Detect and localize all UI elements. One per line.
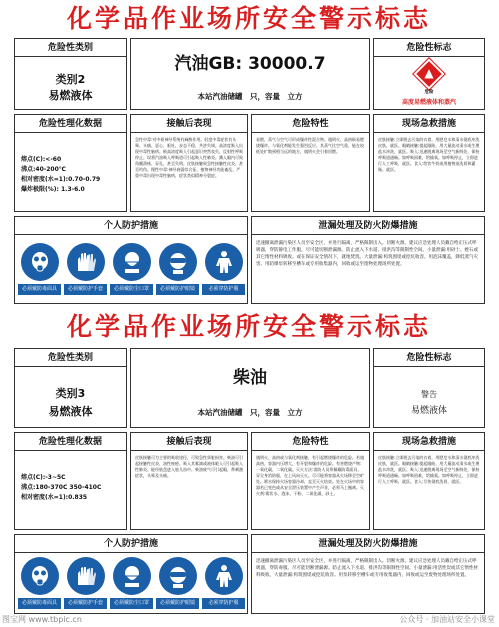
- product-name: 柴油: [233, 368, 267, 388]
- ppe-item: [64, 243, 107, 295]
- protective-suit-icon: [205, 557, 243, 595]
- physchem-line: 爆炸极限(%): 1.3-6.0: [21, 186, 85, 193]
- ppe-header: 个人防护措施: [15, 217, 247, 235]
- ppe-box: [14, 216, 248, 304]
- ppe-item: [18, 557, 61, 609]
- exposure-box: [130, 114, 248, 212]
- warning-sign-header: 危险性标志: [374, 39, 484, 57]
- physchem-data: [15, 151, 106, 199]
- ppe-item: [64, 557, 107, 609]
- storage-note: 本站汽油储罐 只，容量 立方: [197, 92, 303, 101]
- spill-header: 泄漏处理及防火防爆措施: [252, 535, 484, 553]
- physchem-line: 相对密度(水=1):0.835: [21, 494, 88, 501]
- physchem-line: 沸点:180-370C 350-410C: [21, 484, 102, 491]
- physchem-line: 相对密度(水=1):0.70-0.79: [21, 176, 101, 183]
- ppe-label: 必须戴防护手套: [64, 284, 107, 295]
- hazard-props-text: 遇明火、高热或与氧化剂接触，有引起燃烧爆炸的危险。若遇高热，容器内压增大，有开裂和爆炸的危险。有害燃烧产物:一氧化碳、二氧化碳。灭火方法:消防人员须佩戴防毒面具、穿全身消防服，在上风向灭火。尽可能将容器从火场移至空旷处。喷水保持火场容器冷却，直至灭火结束。处在火场中的容器若已变色或从安全泄压装置中产生声音，必须马上撤离。灭火剂:雾状水、泡沫、干粉、二氧化碳、砂土。: [256, 455, 364, 496]
- hazard-class-value-1: 类别2: [55, 73, 86, 86]
- sheet-title: 化学品作业场所安全警示标志: [66, 312, 431, 341]
- goggles-icon: [159, 243, 197, 281]
- ppe-item: [156, 557, 199, 609]
- hazard-props-text: 易燃，蒸气与空气可形成爆炸性混合物。遇明火、高热极易燃烧爆炸。与氧化剂能发生强烈反应。其蒸气比空气重，能在较低处扩散到相当远的地方，遇明火会引着回燃。: [256, 137, 364, 154]
- dust-mask-icon: [113, 243, 151, 281]
- first-aid-header: 现场急救措施: [374, 115, 484, 133]
- exposure-box: [130, 432, 248, 530]
- ppe-item: [156, 243, 199, 295]
- ppe-label: 必须戴防护眼镜: [156, 284, 199, 295]
- hazard-props-box: [251, 114, 370, 212]
- spill-header: 泄漏处理及防火防爆措施: [252, 217, 484, 235]
- first-aid-header: 现场急救措施: [374, 433, 484, 451]
- first-aid-box: [373, 114, 485, 212]
- gas-mask-icon: [21, 243, 59, 281]
- hazard-props-header: 危险特性: [252, 115, 369, 133]
- first-aid-text: 皮肤接触:立即脱去污染的衣着，用肥皂水和清水彻底冲洗皮肤，就医。眼睛接触:提起眼睑，用大量流动清水或生理盐水冲洗，就医。吸入:迅速脱离现场至空气新鲜处，保持呼吸道通畅。如呼吸困难，给输氧。如呼吸停止，立即进行人工呼吸，就医。食入:给饮牛奶或用植物油洗胃和灌肠。就医。: [378, 137, 480, 172]
- watermark-right: 公众号 · 加油站安全小课堂: [399, 615, 495, 624]
- warning-sign-sheet-diesel: [0, 312, 499, 627]
- physchem-box: [14, 114, 127, 212]
- hazard-class-value-1: 类别3: [55, 387, 86, 400]
- hazard-class-header: 危险性类别: [15, 39, 126, 57]
- physchem-header: 危险性理化数据: [15, 115, 126, 133]
- hazard-class-box: [14, 348, 127, 428]
- sheet-title: 化学品作业场所安全警示标志: [66, 4, 431, 33]
- ppe-label: 必须戴防护眼镜: [156, 598, 199, 609]
- ppe-label: 必须穿防护服: [202, 284, 245, 295]
- dust-mask-icon: [113, 557, 151, 595]
- first-aid-box: [373, 432, 485, 530]
- warning-sign-box: [373, 38, 485, 110]
- spill-text: 迅速撤离泄漏污染区人员至安全区，并进行隔离，严格限制出入。切断火源。建议应急处理人员戴自给正压式呼吸器，穿防静电工作服。尽可能切断泄漏源。防止流入下水道、排洪沟等限制性空间。小量泄漏:用砂土、蛭石或其它惰性材料吸收。或在保证安全情况下，就地焚烧。大量泄漏:构筑围堤或挖坑收容。用泡沫覆盖，降低蒸气灾害。用防爆泵转移至槽车或专用收集器内，回收或运至废物处理场所处置。: [256, 241, 479, 267]
- product-name: 汽油GB: 30000.7: [174, 54, 326, 74]
- gas-mask-icon: [21, 557, 59, 595]
- protective-suit-icon: [205, 243, 243, 281]
- ppe-item: [202, 243, 245, 295]
- hazard-class-value-2: 易燃液体: [48, 89, 93, 102]
- ppe-item: [110, 557, 153, 609]
- ppe-header: 个人防护措施: [15, 535, 247, 553]
- warning-sign-box: [373, 348, 485, 428]
- physchem-header: 危险性理化数据: [15, 433, 126, 451]
- warning-sign-text: 危险: [424, 90, 434, 95]
- watermark-left: 图宝网 www.tbpic.cn: [2, 615, 82, 624]
- ppe-item: [110, 243, 153, 295]
- spill-box: [251, 534, 485, 614]
- spill-box: [251, 216, 485, 304]
- hazard-class-value-2: 易燃液体: [48, 405, 93, 418]
- physchem-line: 沸点:40-200℃: [21, 166, 67, 173]
- physchem-data: [15, 469, 107, 507]
- physchem-box: [14, 432, 127, 530]
- warning-sign-caption: 高度易燃液体和蒸汽: [401, 99, 456, 106]
- spill-text: 迅速撤离泄漏污染区人员至安全区，并进行隔离，严格限制出入。切断火源。建议应急处理人员戴自给正压式呼吸器，穿防毒服。尽可能切断泄漏源。防止流入下水道、排洪沟等限制性空间。小量泄漏:用活性炭或其它惰性材料吸收。大量泄漏:构筑围堤或挖坑收容。用泵转移至槽车或专用收集器内，回收或运至废物处理场所处置。: [256, 559, 479, 578]
- warning-sign-sheet-gasoline: [0, 0, 499, 308]
- ppe-box: [14, 534, 248, 614]
- exposure-text: 皮肤接触可为主要的吸收途径，可致急性肾脏损害。柴油可引起接触性皮炎、油性痤疮。吸入其雾滴或液体呛入可引起吸入性肺炎。能经胎盘进入胎儿血中。柴油废气可引起眼、鼻刺激症状，头晕及头痛。: [135, 455, 243, 478]
- exposure-header: 接触后表现: [131, 433, 247, 451]
- hazard-class-header: 危险性类别: [15, 349, 126, 367]
- exposure-header: 接触后表现: [131, 115, 247, 133]
- gloves-icon: [67, 557, 105, 595]
- hazard-props-box: [251, 432, 370, 530]
- physchem-line: 熔点(C):<-60: [21, 156, 62, 163]
- physchem-line: 熔点(C):-3~5C: [21, 474, 66, 481]
- ppe-label: 必须戴防护手套: [64, 598, 107, 609]
- ppe-label: 必须戴防尘口罩: [110, 598, 153, 609]
- ppe-label: 必须戴防尘口罩: [110, 284, 153, 295]
- product-box: [130, 348, 370, 428]
- warning-sign-line1: 警告: [421, 390, 437, 399]
- storage-note: 本站汽油储罐 只，容量 立方: [197, 408, 303, 417]
- gloves-icon: [67, 243, 105, 281]
- ppe-item: [18, 243, 61, 295]
- warning-sign-line2: 易燃液体: [410, 406, 447, 416]
- first-aid-text: 皮肤接触:立即脱去污染的衣着，用肥皂水和清水彻底冲洗皮肤，就医。眼睛接触:提起眼睑，用大量流动清水或生理盐水冲洗，就医。吸入:迅速脱离现场至空气新鲜处，保持呼吸道通畅。如呼吸困难，给输氧。如呼吸停止，立即进行人工呼吸，就医。食入:尽快彻底洗胃，就医。: [378, 455, 480, 484]
- ppe-label: 必须穿防护服: [202, 598, 245, 609]
- hazard-props-header: 危险特性: [252, 433, 369, 451]
- product-box: [130, 38, 370, 110]
- ppe-label: 必须戴防毒面具: [18, 598, 61, 609]
- ppe-label: 必须戴防毒面具: [18, 284, 61, 295]
- ppe-item: [202, 557, 245, 609]
- exposure-text: 急性中毒:对中枢神经系统有麻醉作用。轻度中毒症状有头晕、头痛、恶心、呕吐、步态不稳、共济失调。高浓度吸入出现中毒性脑病。极高浓度吸入引起意识突然丧失、反射性呼吸停止。误将汽油吸入呼吸道可引起吸入性肺炎。溅入眼内可致角膜溃疡、穿孔，甚至失明。皮肤接触致急性接触性皮炎，甚至灼伤。慢性中毒:神经衰弱综合征、植物神经功能紊乱、严重中毒出现中毒性脑病，症状类似精神分裂症。: [135, 137, 243, 178]
- warning-sign-header: 危险性标志: [374, 349, 484, 367]
- flammable-diamond-icon: ▲: [374, 63, 484, 85]
- goggles-icon: [159, 557, 197, 595]
- hazard-class-box: [14, 38, 127, 110]
